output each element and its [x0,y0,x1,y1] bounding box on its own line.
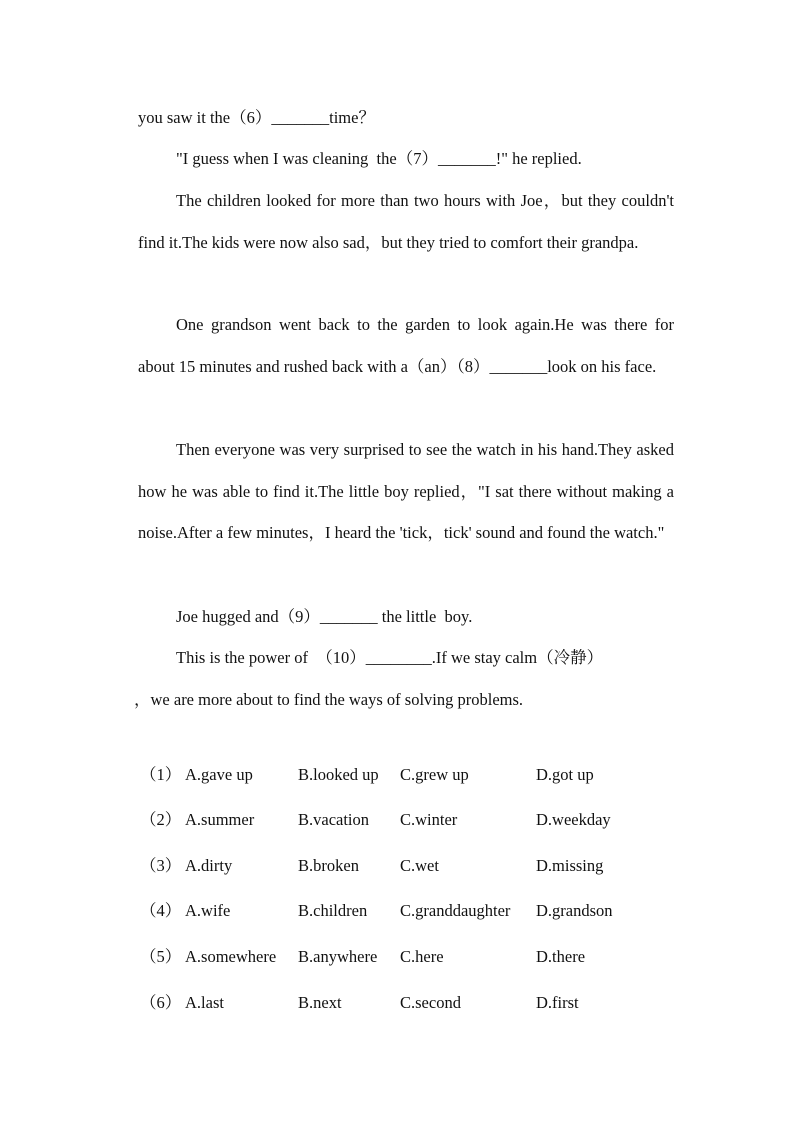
option-d: D.got up [536,765,594,784]
option-c: C.wet [400,856,439,875]
option-c: C.granddaughter [400,901,511,920]
option-c: C.winter [400,810,458,829]
option-d: D.there [536,947,586,966]
option-b: B.vacation [298,810,370,829]
question-number: （5） [140,947,182,966]
option-b: B.children [298,901,368,920]
option-c: C.here [400,947,444,966]
passage-paragraph-found-watch: Then everyone was very surprised to see the watch in his hand.They asked how he was able to find it.The little boy replied，"I sat there without making a noise.After a few minutes，I heard the 'tick，tick' sound and found the watch." [138,440,679,543]
option-d: D.first [536,993,579,1012]
option-b: B.anywhere [298,947,378,966]
passage-line-9: Joe hugged and（9）_______ the little boy. [176,607,473,626]
question-number: （1） [140,765,182,784]
question-number: （4） [140,901,182,920]
option-a: A.gave up [185,765,253,784]
passage-line-6: you saw it the（6）_______time？ [138,108,375,127]
option-d: D.weekday [536,810,611,829]
question-number: （2） [140,810,182,829]
option-a: A.somewhere [185,947,277,966]
option-a: A.wife [185,901,231,920]
option-b: B.looked up [298,765,379,784]
passage-line-10: This is the power of （10）________.If we stay calm（冷静） [176,648,604,667]
option-a: A.summer [185,810,255,829]
option-b: B.broken [298,856,359,875]
option-d: D.missing [536,856,604,875]
passage-paragraph-grandson: One grandson went back to the garden to look again.He was there for about 15 minutes and rushed back with a（an）（8）_______look on his face. [138,315,679,376]
option-b: B.next [298,993,342,1012]
option-a: A.dirty [185,856,233,875]
option-c: C.second [400,993,461,1012]
option-c: C.grew up [400,765,469,784]
option-d: D.grandson [536,901,613,920]
question-number: （3） [140,856,182,875]
question-number: （6） [140,993,182,1012]
passage-line-conclusion: ，we are more about to find the ways of solving problems. [134,690,524,709]
passage-paragraph-search: The children looked for more than two hours with Joe，but they couldn't find it.The kids were now also sad，but they tried to comfort their grandpa. [138,191,679,252]
option-a: A.last [185,993,224,1012]
passage-line-7: "I guess when I was cleaning the（7）_______!" he replied. [176,149,582,168]
